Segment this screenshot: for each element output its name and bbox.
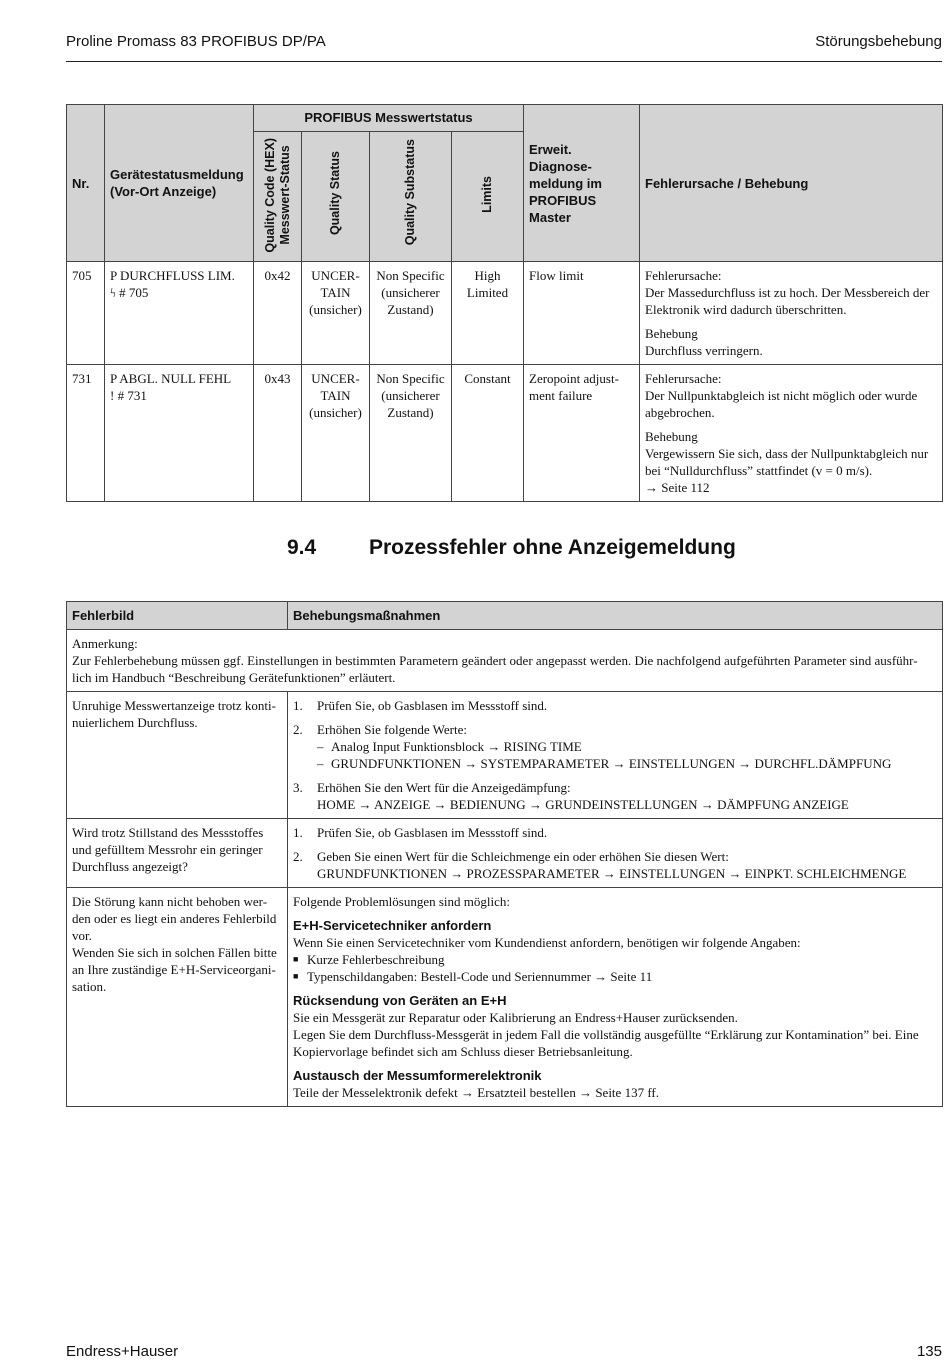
cell-substatus: Non Specific (unsicherer Zustand) <box>370 365 452 502</box>
list-item: 2. Geben Sie einen Wert für die Schleichmenge ein oder erhöhen Sie diesen Wert: GRUNDFUNKTIONEN → PROZESSPARAMETER → EINSTELLUNGEN → EINPKT. SCHLEICHMENGE <box>293 849 907 881</box>
cell-diagnosis: Zeropoint adjust- ment failure <box>524 365 640 502</box>
table-row <box>67 692 943 819</box>
sub-item: – Analog Input Funktionsblock → RISING TIME <box>317 738 937 755</box>
list-item: 3. Erhöhen Sie den Wert für die Anzeigedämpfung: HOME → ANZEIGE → BEDIENUNG → GRUNDEINSTELLUNGEN → DÄMPFUNG ANZEIGE <box>293 780 849 812</box>
col-header-measures: Behebungsmaßnahmen <box>288 602 943 630</box>
cell-code: 0x43 <box>254 365 302 502</box>
cell-measures <box>288 888 943 1107</box>
col-header-quality-code: Quality Code (HEX) Messwert-Status <box>254 132 302 262</box>
cell-symptom: Wird trotz Stillstand des Messstoffes und gefülltem Messrohr ein geringer Durchfluss angezeigt? <box>67 819 288 888</box>
list-item: 1. Prüfen Sie, ob Gasblasen im Messstoff sind. <box>293 825 548 840</box>
return-text: Sie ein Messgerät zur Reparatur oder Kalibrierung an Endress+Hauser zurücksenden. <box>293 1010 738 1025</box>
cause-label: Fehlerursache: <box>645 268 722 283</box>
bullet-item: ■ Kurze Fehlerbeschreibung <box>293 951 937 968</box>
cause-label: Fehlerursache: <box>645 371 722 386</box>
table-row <box>67 365 943 502</box>
service-text: Wenn Sie einen Servicetechniker vom Kundendienst anfordern, benötigen wir folgende Angaben: <box>293 935 801 950</box>
col-header-limits: Limits <box>452 132 524 262</box>
cell-measures <box>288 819 943 888</box>
note-row <box>67 630 943 692</box>
note-cell <box>67 630 943 692</box>
cell-limits: Constant <box>452 365 524 502</box>
section-number: 9.4 <box>287 536 317 559</box>
cell-message: P ABGL. NULL FEHL ! # 731 <box>105 365 254 502</box>
subheading-return: Rücksendung von Geräten an E+H <box>293 993 507 1008</box>
subheading-service: E+H-Servicetechniker anfordern <box>293 918 492 933</box>
table-row <box>67 888 943 1107</box>
cause-text: Der Massedurchfluss ist zu hoch. Der Messbereich der Elektronik wird dadurch überschritten. <box>645 285 930 317</box>
section-title: Prozessfehler ohne Anzeigemeldung <box>369 536 736 559</box>
cell-measures <box>288 692 943 819</box>
status-message-table <box>66 104 943 502</box>
intro-text: Folgende Problemlösungen sind möglich: <box>293 894 511 909</box>
col-header-profibus-group: PROFIBUS Messwertstatus <box>254 105 524 132</box>
table-row <box>67 819 943 888</box>
fix-label: Behebung <box>645 429 698 444</box>
page-number: 135 <box>916 1343 942 1360</box>
fix-text: Durchfluss verringern. <box>645 343 763 358</box>
cell-status: UNCER- TAIN (unsicher) <box>302 262 370 365</box>
fix-text: Vergewissern Sie sich, dass der Nullpunktabgleich nur bei “Nulldurchfluss” stattfindet (v = 0 m/s). <box>645 446 929 478</box>
note-label: Anmerkung: <box>72 636 138 651</box>
table-row <box>67 262 943 365</box>
list-item: 1. Prüfen Sie, ob Gasblasen im Messstoff sind. <box>293 698 548 713</box>
cell-diagnosis: Flow limit <box>524 262 640 365</box>
cell-symptom: Unruhige Messwertanzeige trotz konti-nuierlichem Durchfluss. <box>67 692 288 819</box>
cell-symptom: Die Störung kann nicht behoben wer-den oder es liegt ein anderes Fehlerbild vor. Wenden Sie sich in solchen Fällen bitte an Ihre zuständige E+H-Serviceorgani-sation. <box>67 888 288 1107</box>
header-chapter-title: Störungsbehebung <box>815 33 942 50</box>
footer-brand: Endress+Hauser <box>66 1343 179 1360</box>
col-header-message: Gerätestatusmeldung (Vor-Ort Anzeige) <box>105 105 254 262</box>
exchange-text: Teile der Messelektronik defekt → Ersatzteil bestellen → Seite 137 ff. <box>293 1085 659 1100</box>
fix-label: Behebung <box>645 326 698 341</box>
page-header <box>66 33 942 62</box>
page-reference-link[interactable]: → Seite 112 <box>645 480 710 495</box>
note-text: Zur Fehlerbehebung müssen ggf. Einstellungen in bestimmten Parametern geändert oder angepasst werden. Die nachfolgend aufgeführten Parameter sind ausführ-lich im Handbuch “Beschreibung Gerätefunktionen” erläutert. <box>72 653 918 685</box>
cell-message: P DURCHFLUSS LIM. ϟ # 705 <box>105 262 254 365</box>
col-header-nr: Nr. <box>67 105 105 262</box>
col-header-diagnosis: Erweit. Diagnose- meldung im PROFIBUS Master <box>524 105 640 262</box>
subheading-exchange: Austausch der Messumformerelektronik <box>293 1068 542 1083</box>
bullet-item: ■ Typenschildangaben: Bestell-Code und Seriennummer → Seite 11 <box>293 968 937 985</box>
cell-limits: High Limited <box>452 262 524 365</box>
cell-substatus: Non Specific (unsicherer Zustand) <box>370 262 452 365</box>
col-header-cause: Fehlerursache / Behebung <box>640 105 943 262</box>
list-item: 2. Erhöhen Sie folgende Werte: – Analog Input Funktionsblock → RISING TIME – GRUNDFUNKTIONEN → SYSTEMPARAMETER → EINSTELLUNGEN → DURCHFL.DÄMPFUNG <box>293 721 937 772</box>
cell-cause <box>640 365 943 502</box>
process-error-table <box>66 601 943 1107</box>
section-heading <box>287 536 736 560</box>
col-header-quality-status: Quality Status <box>302 132 370 262</box>
return-text-2: Legen Sie dem Durchfluss-Messgerät in jedem Fall die vollständig ausgefüllte “Erklärung zur Kontamination” bei. Eine Kopiervorlage befindet sich am Schluss dieser Betriebsanleitung. <box>293 1027 919 1059</box>
header-product-title: Proline Promass 83 PROFIBUS DP/PA <box>66 33 326 50</box>
sub-item: – GRUNDFUNKTIONEN → SYSTEMPARAMETER → EINSTELLUNGEN → DURCHFL.DÄMPFUNG <box>317 755 937 772</box>
col-header-quality-substatus: Quality Substatus <box>370 132 452 262</box>
cell-nr: 731 <box>67 365 105 502</box>
cell-code: 0x42 <box>254 262 302 365</box>
cause-text: Der Nullpunktabgleich ist nicht möglich oder wurde abgebrochen. <box>645 388 918 420</box>
cell-cause <box>640 262 943 365</box>
cell-nr: 705 <box>67 262 105 365</box>
col-header-symptom: Fehlerbild <box>67 602 288 630</box>
cell-status: UNCER- TAIN (unsicher) <box>302 365 370 502</box>
